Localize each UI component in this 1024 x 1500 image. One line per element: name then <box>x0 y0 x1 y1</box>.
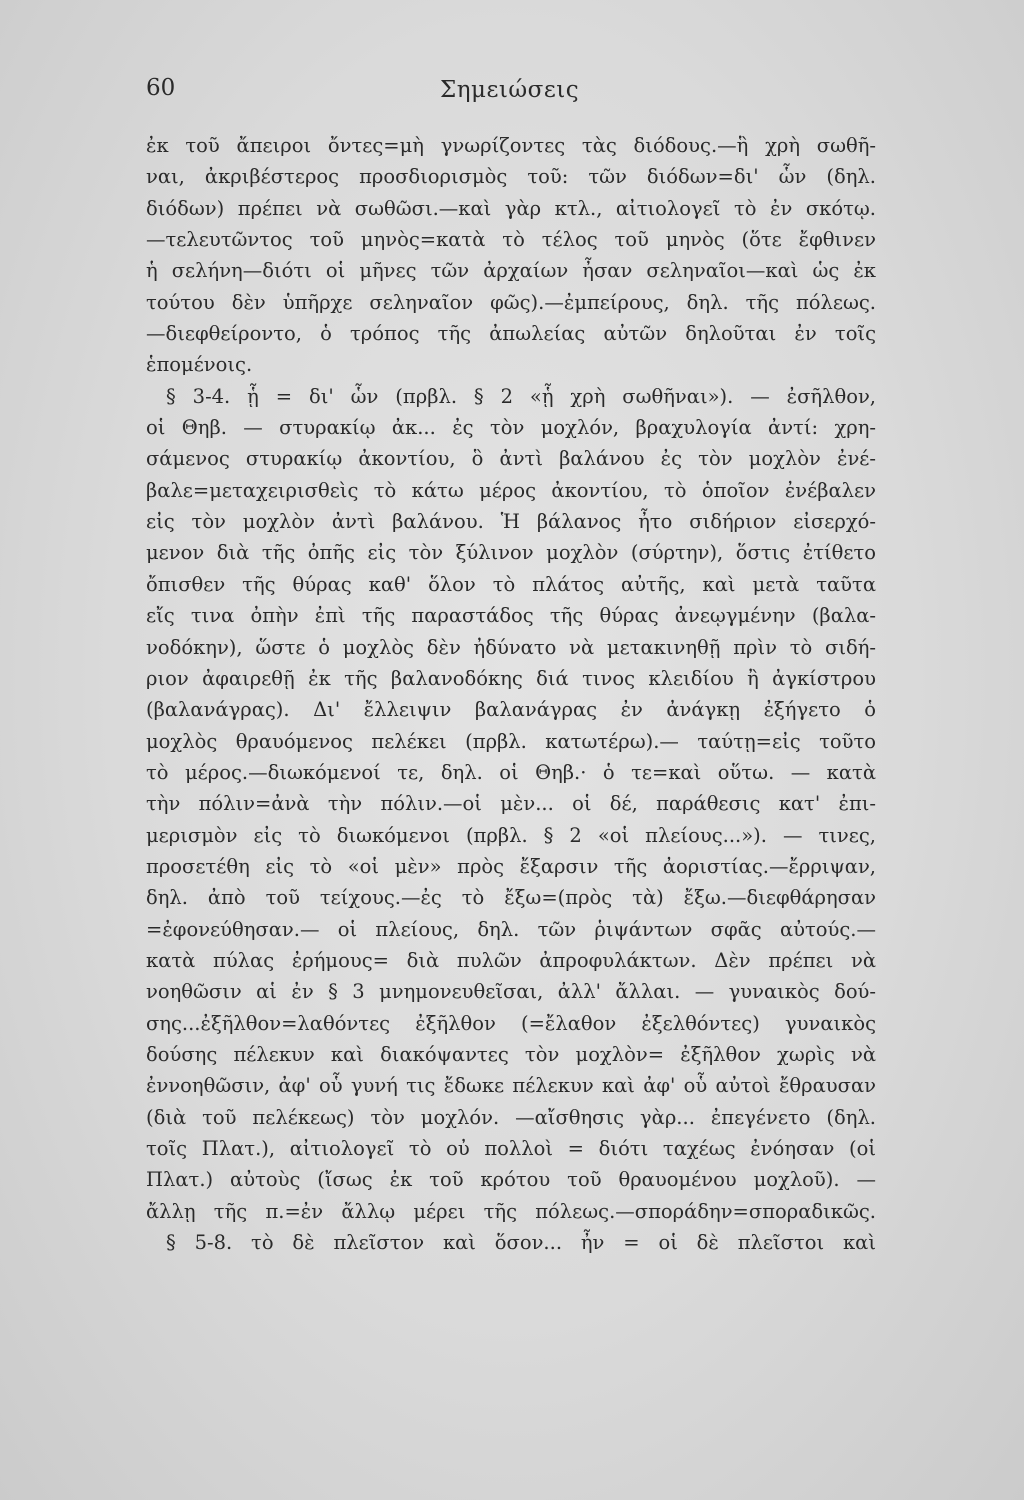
text-line: ἐκ τοῦ ἄπειροι ὄντες=μὴ γνωρίζοντες τὰς διόδους.—ἣ χρὴ σωθῆ- <box>146 134 876 157</box>
text-line: ἄλλῃ τῆς π.=ἐν ἄλλῳ μέρει τῆς πόλεως.—σποράδην=σποραδικῶς. <box>146 1199 876 1223</box>
text-line: (διὰ τοῦ πελέκεως) τὸν μοχλόν. —αἴσθησις γὰρ... ἐπεγένετο (δηλ. <box>146 1105 876 1129</box>
text-line: σης...ἐξῆλθον=λαθόντες ἐξῆλθον (=ἔλαθον ἐξελθόντες) γυναικὸς <box>146 1011 876 1035</box>
section-start-line: § 5-8. τὸ δὲ πλεῖστον καὶ ὅσον... ἦν = οἱ δὲ πλεῖστοι καὶ <box>166 1231 876 1255</box>
text-line: κατὰ πύλας ἐρήμους= διὰ πυλῶν ἀπροφυλάκτων. Δὲν πρέπει νὰ <box>146 948 876 972</box>
text-line: =ἐφονεύθησαν.— οἱ πλείους, δηλ. τῶν ῥιψάντων σφᾶς αὐτούς.— <box>146 917 876 941</box>
text-line: μενον διὰ τῆς ὀπῆς εἰς τὸν ξύλινον μοχλὸν (σύρτην), ὅστις ἐτίθετο <box>146 541 876 565</box>
text-line: νοδόκην), ὥστε ὁ μοχλὸς δὲν ἠδύνατο νὰ μετακινηθῇ πρὶν τὸ σιδή- <box>146 635 876 659</box>
page-number: 60 <box>146 75 176 101</box>
notes-body <box>146 130 876 1258</box>
text-line: προσετέθη εἰς τὸ «οἱ μὲν» πρὸς ἔξαρσιν τῆς ἀοριστίας.—ἔρριψαν, <box>146 854 876 878</box>
running-title: Σημειώσεις <box>440 77 580 103</box>
text-line: ριον ἀφαιρεθῇ ἐκ τῆς βαλανοδόκης διά τινος κλειδίου ἢ ἀγκίστρου <box>146 666 876 690</box>
text-line: εἰς τὸν μοχλὸν ἀντὶ βαλάνου. Ἡ βάλανος ἦτο σιδήριον εἰσερχό- <box>146 510 876 534</box>
text-line: μερισμὸν εἰς τὸ διωκόμενοι (πρβλ. § 2 «οἱ πλείους...»). — τινες, <box>146 823 876 847</box>
text-line: δούσης πέλεκυν καὶ διακόψαντες τὸν μοχλὸν= ἐξῆλθον χωρὶς νὰ <box>146 1042 876 1066</box>
text-line: —τελευτῶντος τοῦ μηνὸς=κατὰ τὸ τέλος τοῦ μηνὸς (ὅτε ἔφθινεν <box>146 228 876 252</box>
text-line: σάμενος στυρακίῳ ἀκοντίου, ὃ ἀντὶ βαλάνου ἐς τὸν μοχλὸν ἐνέ- <box>146 447 876 471</box>
section-start-line: § 3-4. ᾗ = δι' ὧν (πρβλ. § 2 «ᾗ χρὴ σωθῆναι»). — ἐσῆλθον, <box>166 384 876 408</box>
text-line: τοῖς Πλατ.), αἰτιολογεῖ τὸ οὐ πολλοὶ = διότι ταχέως ἐνόησαν (οἱ <box>146 1137 876 1160</box>
text-line: τὴν πόλιν=ἀνὰ τὴν πόλιν.—οἱ μὲν... οἱ δέ, παράθεσις κατ' ἐπι- <box>146 792 876 816</box>
text-line: νοηθῶσιν αἱ ἐν § 3 μνημονευθεῖσαι, ἀλλ' ἄλλαι. — γυναικὸς δού- <box>146 980 876 1004</box>
text-line: δηλ. ἀπὸ τοῦ τείχους.—ἐς τὸ ἔξω=(πρὸς τὰ) ἔξω.—διεφθάρησαν <box>146 886 876 910</box>
text-line: ἡ σελήνη—διότι οἱ μῆνες τῶν ἀρχαίων ἦσαν σεληναῖοι—καὶ ὡς ἐκ <box>146 259 876 283</box>
text-line: εἴς τινα ὀπὴν ἐπὶ τῆς παραστάδος τῆς θύρας ἀνεῳγμένην (βαλα- <box>146 604 876 628</box>
text-line: ἑπομένοις. <box>146 353 253 377</box>
text-line: ναι, ἀκριβέστερος προσδιορισμὸς τοῦ: τῶν διόδων=δι' ὧν (δηλ. <box>146 165 876 189</box>
text-line: (βαλανάγρας). Δι' ἔλλειψιν βαλανάγρας ἐν ἀνάγκῃ ἐξήγετο ὁ <box>146 698 876 722</box>
text-line: τὸ μέρος.—διωκόμενοί τε, δηλ. οἱ Θηβ.· ὁ τε=καὶ οὕτω. — κατὰ <box>146 760 876 784</box>
text-line: ὄπισθεν τῆς θύρας καθ' ὅλον τὸ πλάτος αὐτῆς, καὶ μετὰ ταῦτα <box>146 572 876 596</box>
text-line: Πλατ.) αὐτοὺς (ἴσως ἐκ τοῦ κρότου τοῦ θραυομένου μοχλοῦ). — <box>146 1168 876 1192</box>
text-line: ἐννοηθῶσιν, ἀφ' οὗ γυνή τις ἔδωκε πέλεκυν καὶ ἀφ' οὗ αὐτοὶ ἔθραυσαν <box>146 1074 876 1098</box>
text-line: βαλε=μεταχειρισθεὶς τὸ κάτω μέρος ἀκοντίου, τὸ ὁποῖον ἐνέβαλεν <box>146 478 876 502</box>
text-line: διόδων) πρέπει νὰ σωθῶσι.—καὶ γὰρ κτλ., αἰτιολογεῖ τὸ ἐν σκότῳ. <box>146 196 876 220</box>
text-line: μοχλὸς θραυόμενος πελέκει (πρβλ. κατωτέρω).— ταύτῃ=εἰς τοῦτο <box>146 729 876 753</box>
text-line: οἱ Θηβ. — στυρακίῳ ἀκ... ἐς τὸν μοχλόν, βραχυλογία ἀντί: χρη- <box>146 416 876 440</box>
text-line: τούτου δὲν ὑπῆρχε σεληναῖον φῶς).—ἐμπείρους, δηλ. τῆς πόλεως. <box>146 290 876 314</box>
text-line: —διεφθείροντο, ὁ τρόπος τῆς ἀπωλείας αὐτῶν δηλοῦται ἐν τοῖς <box>146 322 876 346</box>
